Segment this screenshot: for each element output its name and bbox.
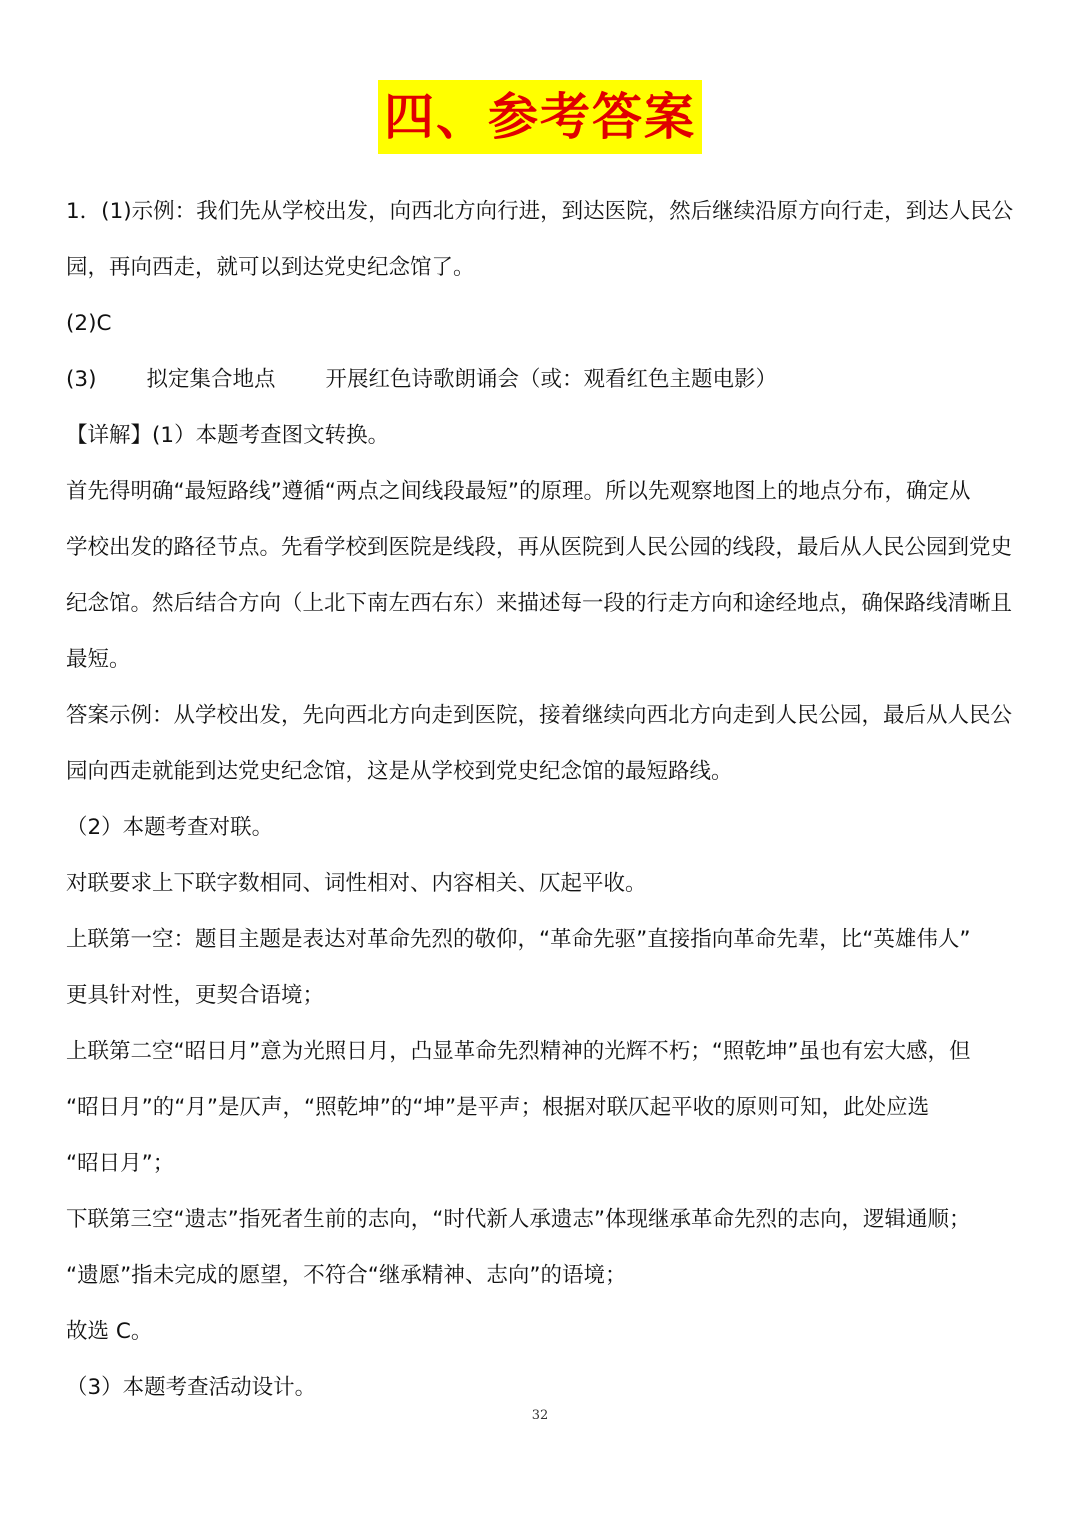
text-line: “昭日月”； xyxy=(66,1151,175,1176)
text-line: 纪念馆。然后结合方向（上北下南左西右东）来描述每一段的行走方向和途经地点，确保路线清晰且 xyxy=(66,591,1013,616)
text-line: 上联第一空：题目主题是表达对革命先烈的敬仰，“革命先驱”直接指向革命先辈，比“英雄伟人” xyxy=(66,927,971,952)
text-line: 最短。 xyxy=(66,647,131,672)
text-line: “昭日月”的“月”是仄声，“照乾坤”的“坤”是平声；根据对联仄起平收的原则可知，此处应选 xyxy=(66,1095,930,1120)
text-line: 1．(1)示例：我们先从学校出发，向西北方向行进，到达医院，然后继续沿原方向行走，到达人民公 xyxy=(66,199,1014,224)
text-line: （2）本题考查对联。 xyxy=(66,815,274,840)
text-line: 园，再向西走，就可以到达党史纪念馆了。 xyxy=(66,255,475,280)
text-line: 下联第三空“遗志”指死者生前的志向，“时代新人承遗志”体现继承革命先烈的志向，逻辑通顺； xyxy=(66,1207,971,1232)
text-line: 【详解】(1）本题考查图文转换。 xyxy=(66,423,390,448)
text-line: 学校出发的路径节点。先看学校到医院是线段，再从医院到人民公园的线段，最后从人民公园到党史 xyxy=(66,535,1013,560)
page-number: 32 xyxy=(531,1408,549,1423)
text-line: 答案示例：从学校出发，先向西北方向走到医院，接着继续向西北方向走到人民公园，最后从人民公 xyxy=(66,703,1013,728)
answer-body xyxy=(66,184,1018,1416)
text-line: 故选 C。 xyxy=(66,1319,153,1344)
text-line: 更具针对性，更契合语境； xyxy=(66,983,325,1008)
text-line: 对联要求上下联字数相同、词性相对、内容相关、仄起平收。 xyxy=(66,871,647,896)
answer-3-item-1: 拟定集合地点 xyxy=(146,367,276,392)
text-line: 首先得明确“最短路线”遵循“两点之间线段最短”的原理。所以先观察地图上的地点分布，确定从 xyxy=(66,479,971,504)
answer-3-label: (3) xyxy=(66,367,97,392)
answer-3-line xyxy=(66,352,1018,408)
text-line: 园向西走就能到达党史纪念馆，这是从学校到党史纪念馆的最短路线。 xyxy=(66,759,733,784)
text-line: (2)C xyxy=(66,311,112,336)
page-title: 四、参考答案 xyxy=(378,80,702,154)
text-line: （3）本题考查活动设计。 xyxy=(66,1375,317,1400)
title-container xyxy=(0,80,1080,154)
answer-3-item-2: 开展红色诗歌朗诵会（或：观看红色主题电影） xyxy=(325,367,777,392)
text-line: 上联第二空“昭日月”意为光照日月，凸显革命先烈精神的光辉不朽；“照乾坤”虽也有宏大感，但 xyxy=(66,1039,971,1064)
text-line: “遗愿”指未完成的愿望，不符合“继承精神、志向”的语境； xyxy=(66,1263,627,1288)
